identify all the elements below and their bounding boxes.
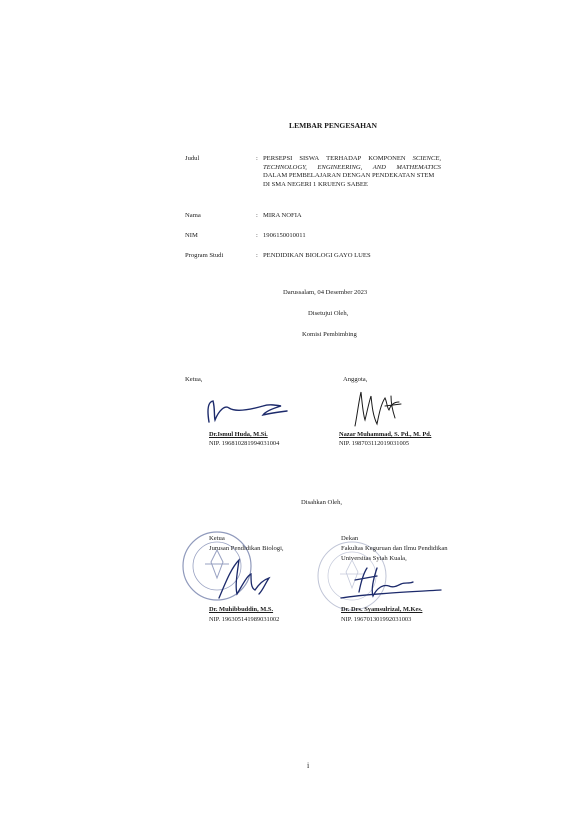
judul-word: DALAM PEMBELAJARAN DENGAN PENDEKATAN STEM [263, 172, 435, 180]
dean-title: Dekan [341, 535, 359, 542]
prodi-label: Program Studi [185, 252, 224, 259]
advisor1-name: Dr.Ismul Huda, M.Si. [209, 431, 268, 438]
judul-word: DI SMA NEGERI 1 KRUENG SABEE [263, 180, 368, 188]
dean-nip: NIP. 196701301992031003 [341, 616, 412, 623]
judul-label: Judul [185, 155, 200, 162]
advisor1-nip: NIP. 196810281994031004 [209, 440, 280, 447]
judul-word: KOMPONEN [368, 155, 406, 162]
nama-label: Nama [185, 212, 201, 219]
dean-faculty: Fakultas Keguruan dan Ilmu Pendidikan [341, 545, 448, 552]
dean-name: Dr. Drs. Syamsulrizal, M.Kes. [341, 606, 423, 613]
document-title: LEMBAR PENGESAHAN [289, 121, 377, 130]
judul-colon: : [256, 155, 258, 162]
head-department: Jurusan Pendidikan Biologi, [209, 545, 284, 552]
judul-word: MATHEMATICS [396, 163, 441, 171]
judul-word: SISWA [299, 155, 320, 162]
nim-value: 1906150010011 [263, 232, 306, 239]
judul-word: AND [372, 163, 386, 171]
judul-word: TERHADAP [326, 155, 362, 162]
judul-word: PERSEPSI [263, 155, 293, 162]
advisor2-nip: NIP. 198703112019031005 [339, 440, 410, 447]
ratified-by: Disahkan Oleh, [301, 499, 343, 506]
ketua-label: Ketua, [185, 376, 203, 383]
judul-word: ENGINEERING, [317, 163, 363, 171]
nama-value: MIRA NOFIA [263, 212, 302, 219]
prodi-colon: : [256, 252, 258, 259]
dean-university: Universitas Syiah Kuala, [341, 555, 407, 562]
nim-colon: : [256, 232, 258, 239]
head-signature [213, 554, 277, 604]
committee-label: Komisi Pembimbing [302, 331, 357, 338]
head-name: Dr. Muhibbuddin, M.S. [209, 606, 274, 613]
scanned-approval-sheet [151, 80, 450, 645]
judul-line-3 [263, 172, 441, 181]
advisor2-signature [347, 388, 407, 430]
judul-line-1 [263, 155, 441, 164]
advisor2-name: Nazar Muhammad, S. Pd., M. Pd. [339, 431, 432, 438]
prodi-value: PENDIDIKAN BIOLOGI GAYO LUES [263, 252, 371, 259]
nim-label: NIM [185, 232, 198, 239]
judul-word: TECHNOLOGY, [263, 163, 307, 171]
judul-line-4 [263, 181, 441, 190]
judul-word: SCIENCE, [412, 155, 441, 162]
page-number: i [307, 761, 310, 770]
nama-colon: : [256, 212, 258, 219]
judul-value [263, 155, 441, 189]
dean-signature [337, 562, 445, 604]
place-date: Darussalam, 04 Desember 2023 [283, 289, 368, 296]
head-nip: NIP. 196305141989031002 [209, 616, 280, 623]
judul-line-2 [263, 164, 441, 173]
approved-by: Disetujui Oleh, [308, 310, 349, 317]
anggota-label: Anggota, [343, 376, 368, 383]
advisor1-signature [205, 396, 295, 426]
head-title: Ketua [209, 535, 225, 542]
